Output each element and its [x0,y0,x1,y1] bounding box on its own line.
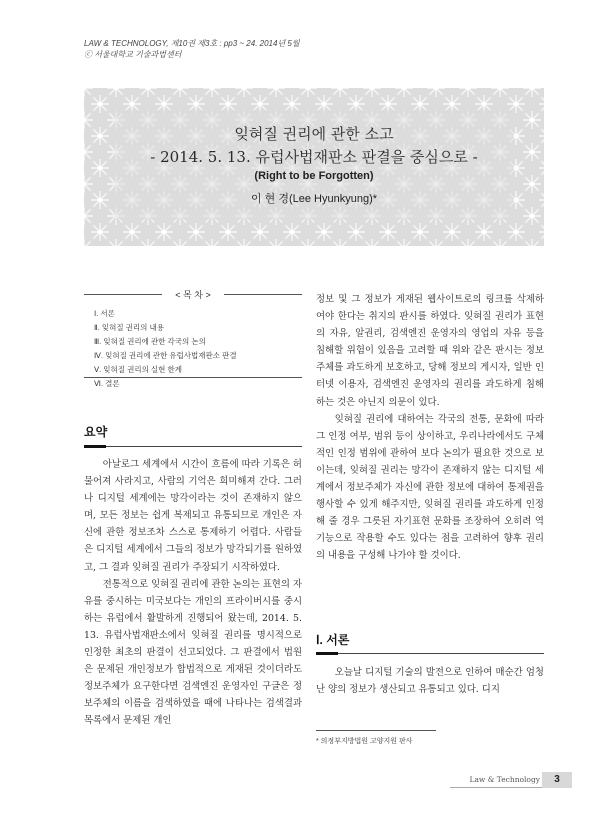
abstract-rule-mark [84,445,106,448]
footnote: * 의정부지방법원 고양지원 판사 [316,738,413,745]
intro-rule [316,653,544,654]
abstract-heading: 요약 [84,425,108,439]
toc-list [94,307,237,391]
author: 이 현 경(Lee Hyunkyung)* [250,193,378,205]
title-block [84,88,544,246]
journal-meta [84,38,300,60]
abstract-rule [84,446,302,447]
toc-title: < 목 차 > [175,290,211,300]
table-of-contents [84,290,302,388]
abstract-body [84,456,302,730]
toc-item: Ⅱ. 잊혀질 권리의 내용 [94,323,164,332]
toc-item: Ⅳ. 잊혀질 권리에 관한 유럽사법재판소 판결 [94,351,237,360]
paper-subtitle: - 2014. 5. 13. 유럽사법재판소 판결을 중심으로 - [150,148,478,166]
intro-paragraph: 오늘날 디지털 기술의 발전으로 인하여 매순간 엄청난 양의 정보가 생산되고 유통되고 있다. 디지 [316,667,544,696]
body-paragraph: 정보 및 그 정보가 게재된 웹사이트로의 링크를 삭제하여야 한다는 취지의 판시를 하였다. 잊혀질 권리가 표현의 자유, 알권리, 검색엔진 운영자의 영업의 자유 등을 침해할 위험이 있음을 고려할 때 위와 같은 판시는 정보주체를 과도하게 보호하고, 당해 정보의 게시자, 일반 인터넷 이용자, 검색엔진 운영자의 권리를 과도하게 침해하는 것은 아닌지 의문이 있다. [316,294,544,408]
toc-item: Ⅲ. 잊혀질 권리에 관한 각국의 논의 [94,337,206,346]
abstract-paragraph: 전통적으로 잊혀질 권리에 관한 논의는 표현의 자유를 중시하는 미국보다는 개인의 프라이버시를 중시하는 유럽에서 활발하게 진행되어 왔는데, 2014. 5. 13. 유럽사법재판소에서 잊혀질 권리를 명시적으로 인정한 최초의 판결이 선고되었다. 그 판결에서 법원은 문제된 개인정보가 합법적으로 게재된 것이더라도 정보주체가 요구한다면 검색엔진 운영자인 구글은 정보주체의 이름을 검색하였을 때에 나타나는 검색결과목록에서 문제된 개인 [84,578,302,727]
footer-rule [450,787,544,788]
footer-journal: Law & Technology [469,775,540,784]
title-banner [84,88,544,246]
english-title: (Right to be Forgotten) [254,170,374,182]
toc-rule-bottom [84,377,302,378]
page-number: 3 [542,772,572,788]
intro-heading: Ⅰ. 서론 [316,633,350,647]
toc-item: Ⅵ. 결론 [94,379,120,388]
intro-rule-mark [316,652,338,655]
toc-item: Ⅰ. 서론 [94,309,115,318]
toc-item: Ⅴ. 잊혀질 권리의 실현 한계 [94,365,182,374]
citation-line: LAW & TECHNOLOGY, 제10권 제3호 : pp3 ~ 24. 2014년 5월 [84,39,300,48]
intro-body [316,664,544,698]
copyright-line: ⓒ 서울대학교 기술과법센터 [84,50,182,59]
paper-title: 잊혀질 권리에 관한 소고 [234,125,394,143]
right-column-body [316,291,544,565]
abstract-paragraph: 아날로그 세계에서 시간이 흐름에 따라 기록은 허물어져 사라지고, 사람의 기억은 희미해져 간다. 그러나 디지털 세계에는 망각이라는 것이 존재하지 않으며, 모든 정보는 쉽게 복제되고 유통되므로 개인은 자신에 관한 정보조차 스스로 통제하기 어렵다. 사람들은 디지털 세계에서 그들의 정보가 망각되기를 원하였고, 그 결과 잊혀질 권리가 주장되기 시작하였다. [84,459,302,573]
footnote-rule [316,730,436,731]
body-paragraph: 잊혀질 권리에 대하여는 각국의 전통, 문화에 따라 그 인정 여부, 범위 등이 상이하고, 우리나라에서도 구체적인 인정 범위에 관하여 보다 논의가 필요한 것으로 보이는데, 잊혀질 권리는 망각이 존재하지 않는 디지털 세계에서 정보주체가 자신에 관한 정보에 대하여 통제권을 행사할 수 있게 해주지만, 잊혀질 권리를 과도하게 인정해 줄 경우 그릇된 자기표현 문화를 조장하여 오히려 역기능으로 작용할 수도 있다는 점을 고려하여 향후 권리의 내용을 구성해 나가야 할 것이다. [316,413,544,562]
